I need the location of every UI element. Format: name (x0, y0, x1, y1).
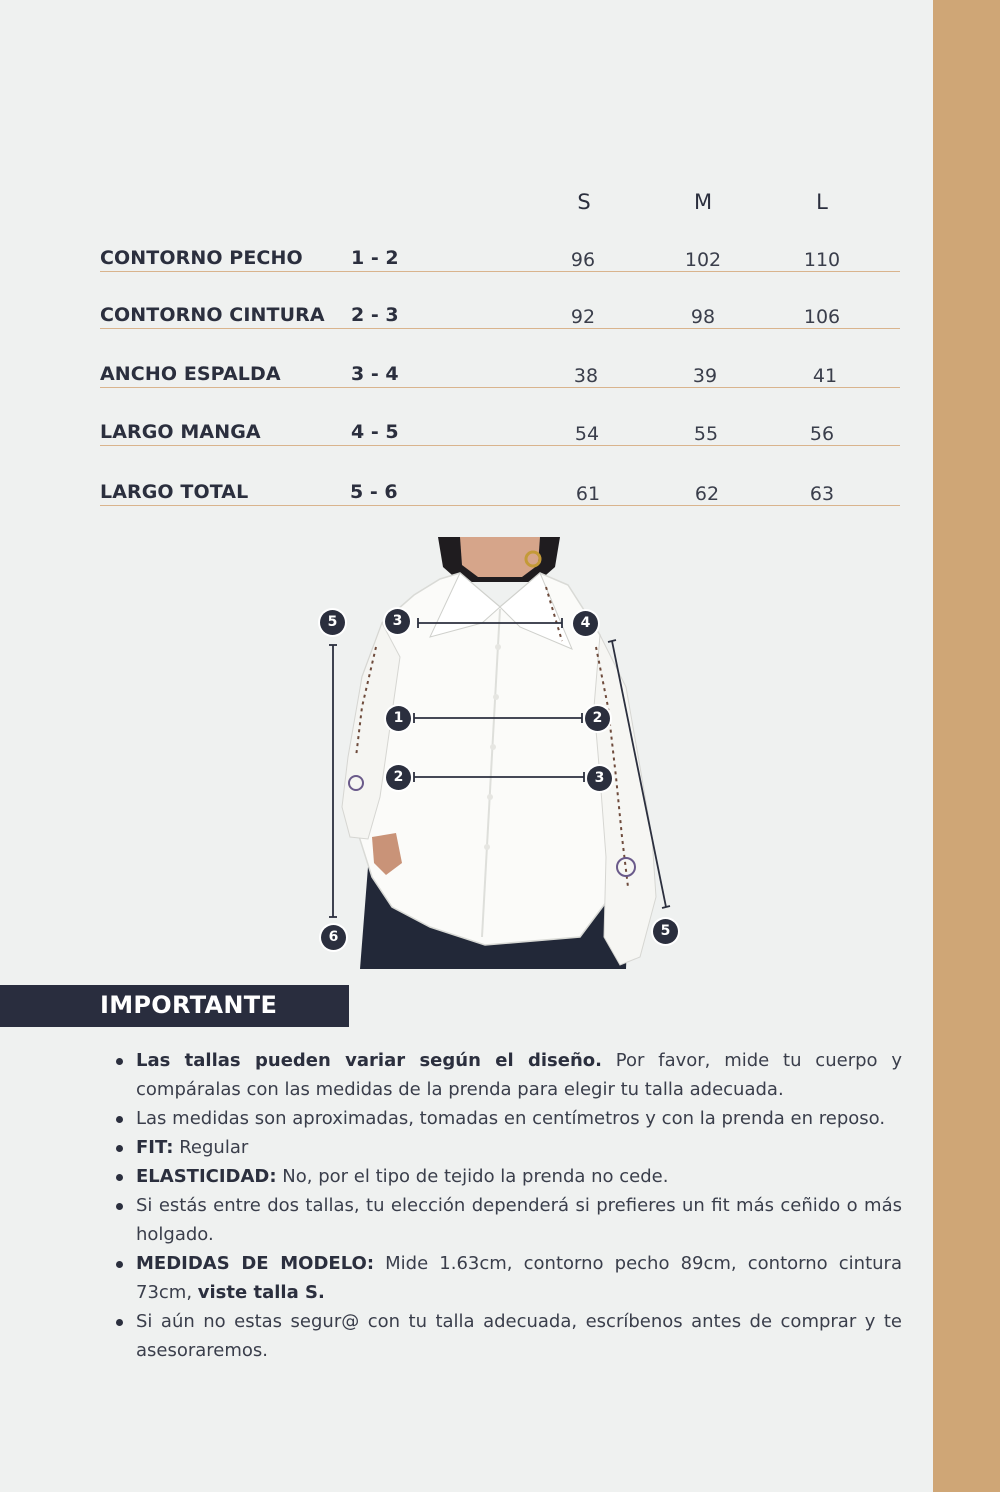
value-s: 54 (574, 423, 600, 445)
value-m: 39 (692, 365, 718, 387)
item-text: No, por el tipo de tejido la prenda no cede. (276, 1166, 669, 1187)
marker-5-sleeve: 5 (653, 919, 678, 944)
marker-3-shoulder: 3 (385, 609, 410, 634)
value-l: 56 (809, 423, 835, 445)
row-points: 1 - 2 (351, 247, 399, 269)
item-text: Mide 1.63cm, contorno pecho 89cm, contorno cintura 73cm, (136, 1253, 902, 1303)
item-bold: FIT: (136, 1137, 174, 1158)
row-label: CONTORNO PECHO (100, 247, 303, 269)
row-label: ANCHO ESPALDA (100, 363, 281, 385)
value-m: 102 (684, 249, 722, 271)
item-text: Si estás entre dos tallas, tu elección dependerá si prefieres un fit más ceñido o más holgado. (136, 1195, 902, 1245)
marker-5-top: 5 (320, 610, 345, 635)
table-row (100, 242, 900, 272)
row-points: 3 - 4 (351, 363, 399, 385)
marker-2-chest: 2 (585, 706, 610, 731)
item-bold: viste talla S. (197, 1282, 325, 1303)
item-text: Regular (173, 1137, 249, 1158)
list-item (112, 1162, 902, 1191)
value-s: 92 (570, 306, 596, 328)
shirt-photo-illustration (310, 537, 690, 969)
row-points: 2 - 3 (351, 304, 399, 326)
row-label: LARGO MANGA (100, 421, 261, 443)
shirt-measurement-diagram (310, 537, 690, 969)
value-m: 98 (690, 306, 716, 328)
size-header (0, 190, 933, 220)
list-item (112, 1307, 902, 1365)
marker-1-chest: 1 (386, 706, 411, 731)
size-l: L (816, 190, 828, 214)
row-label: LARGO TOTAL (100, 481, 249, 503)
importante-banner (0, 985, 349, 1027)
list-item (112, 1133, 902, 1162)
item-text: Si aún no estas segur@ con tu talla adecuada, escríbenos antes de comprar y te asesoraremos. (136, 1311, 902, 1361)
item-text: Las medidas son aproximadas, tomadas en centímetros y con la prenda en reposo. (136, 1108, 886, 1129)
marker-2-waist: 2 (386, 765, 411, 790)
list-item (112, 1104, 902, 1133)
value-s: 96 (570, 249, 596, 271)
item-bold: Las tallas pueden variar según el diseño. (136, 1050, 602, 1071)
value-m: 62 (694, 483, 720, 505)
value-s: 61 (575, 483, 601, 505)
table-row (100, 416, 900, 446)
size-s: S (577, 190, 591, 214)
important-notes-list (112, 1046, 902, 1365)
table-row (100, 358, 900, 388)
marker-4-shoulder: 4 (573, 611, 598, 636)
row-points: 4 - 5 (351, 421, 399, 443)
value-l: 63 (809, 483, 835, 505)
item-text: Por favor, mide tu cuerpo y compáralas con las medidas de la prenda para elegir tu talla adecuada. (136, 1050, 902, 1100)
side-accent-band (933, 0, 1000, 1492)
row-label: CONTORNO CINTURA (100, 304, 325, 326)
value-l: 110 (803, 249, 841, 271)
list-item (112, 1249, 902, 1307)
value-l: 41 (812, 365, 838, 387)
list-item (112, 1191, 902, 1249)
marker-6-bottom: 6 (321, 925, 346, 950)
item-bold: MEDIDAS DE MODELO: (136, 1253, 375, 1274)
list-item (112, 1046, 902, 1104)
table-row (100, 299, 900, 329)
value-m: 55 (693, 423, 719, 445)
table-row (100, 476, 900, 506)
item-bold: ELASTICIDAD: (136, 1166, 277, 1187)
importante-title: IMPORTANTE (100, 991, 278, 1019)
value-l: 106 (803, 306, 841, 328)
row-points: 5 - 6 (350, 481, 398, 503)
marker-3-waist: 3 (587, 766, 612, 791)
value-s: 38 (573, 365, 599, 387)
size-m: M (693, 190, 713, 214)
